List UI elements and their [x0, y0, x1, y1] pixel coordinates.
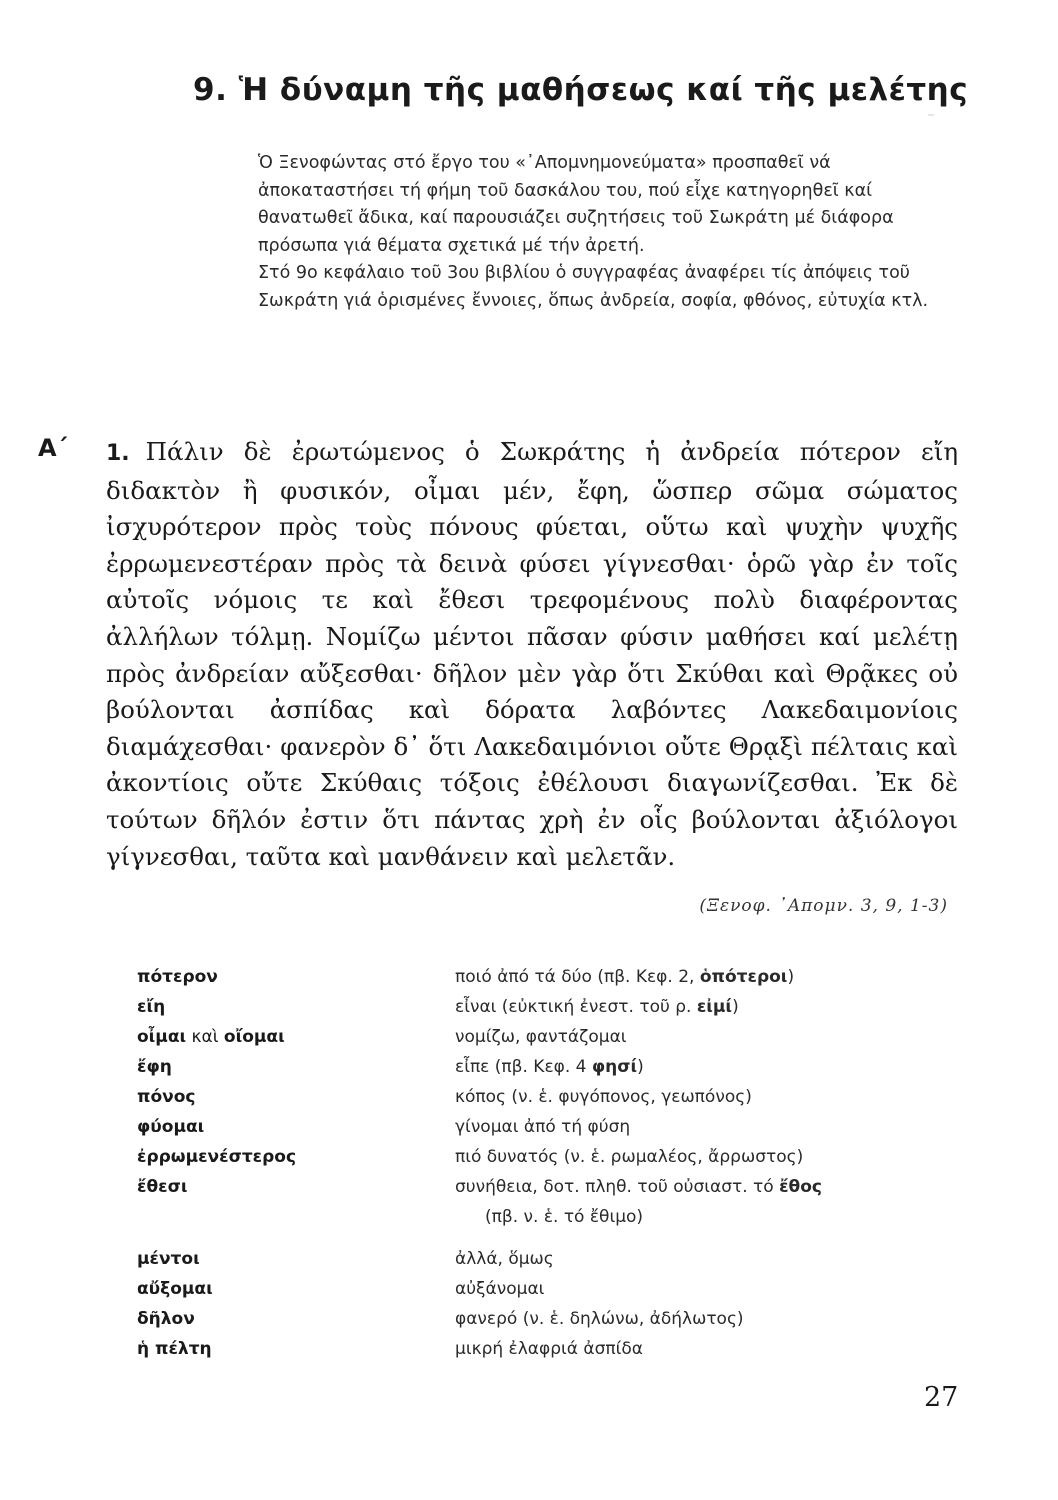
glossary-definition: γίνομαι ἀπό τή φύση	[455, 1117, 631, 1137]
glossary-row	[137, 1082, 957, 1112]
term-text: οἶμαι	[137, 1027, 187, 1047]
glossary-row	[137, 1334, 957, 1364]
glossary-row	[137, 962, 957, 992]
glossary-definition	[455, 1052, 957, 1082]
definition-tail: )	[732, 997, 739, 1017]
glossary-definition: μικρή ἐλαφριά ἀσπίδα	[455, 1339, 643, 1359]
passage-number: 1.	[106, 441, 130, 466]
passage-text: Πάλιν δὲ ἐρωτώμενος ὁ Σωκράτης ἡ ἀνδρεία πότερον εἴη διδακτὸν ἢ φυσικόν, οἶμαι μέν, ἔφη, ὥσπερ σῶμα σώματος ἰσχυρότερον πρὸς τοὺς πόνους φύεται, οὕτω καὶ ψυχὴν ψυχῆς ἐρρωμενεστέραν πρὸς τὰ δεινὰ φύσει γίγνεσθαι· ὁρῶ γὰρ ἐν τοῖς αὐτοῖς νόμοις τε καὶ ἔθεσι τρεφομένους πολὺ διαφέροντας ἀλλήλων τόλμῃ. Νομίζω μέντοι πᾶσαν φύσιν μαθήσει καί μελέτῃ πρὸς ἀνδρείαν αὔξεσθαι· δῆλον μὲν γὰρ ὅτι Σκύθαι καὶ Θρᾷκες οὐ βούλονται ἀσπίδας καὶ δόρατα λαβόντες Λακεδαιμονίοις διαμάχεσθαι· φανερὸν δ᾿ ὅτι Λακεδαιμόνιοι οὔτε Θρᾳξὶ πέλταις καὶ ἀκοντίοις οὔτε Σκύθαις τόξοις ἐθέλουσι διαγωνίζεσθαι. Ἐκ δὲ τούτων δῆλόν ἐστιν ὅτι πάντας χρὴ ἐν οἷς βούλονται ἀξιόλογοι γίγνεσθαι, ταῦτα καὶ μανθάνειν καὶ μελετᾶν.	[106, 437, 958, 871]
glossary-row	[137, 1112, 957, 1142]
glossary-definition	[455, 992, 957, 1022]
glossary-definition: πιό δυνατός (ν. ἑ. ρωμαλέος, ἄρρωστος)	[455, 1147, 804, 1167]
glossary-term	[137, 1022, 455, 1052]
glossary-definition: ἀλλά, ὅμως	[455, 1249, 554, 1269]
glossary-row	[137, 1304, 957, 1334]
intro-paragraph-1: Ὁ Ξενοφώντας στό ἔργο του «᾿Απομνημονεύματα» προσπαθεῖ νά ἀποκαταστήσει τή φήμη τοῦ δασκάλου του, πού εἶχε κατηγορηθεῖ καί θανατωθεῖ ἄδικα, καί παρουσιάζει συζητήσεις τοῦ Σωκράτη μέ διάφορα πρόσωπα γιά θέματα σχετικά μέ τήν ἀρετή.	[258, 153, 894, 256]
definition-bold: εἰμί	[696, 997, 733, 1017]
section-label: Α΄	[38, 434, 68, 462]
glossary-definition: φανερό (ν. ἑ. δηλώνω, ἀδήλωτος)	[455, 1309, 744, 1329]
glossary	[137, 962, 957, 1364]
definition-bold: ὁπότεροι	[699, 967, 788, 987]
definition-text: εἶπε (πβ. Κεφ. 4	[455, 1057, 592, 1077]
citation: (Ξενοφ. ᾿Απομν. 3, 9, 1-3)	[699, 896, 948, 916]
glossary-term: ἔφη	[137, 1057, 172, 1077]
greek-passage	[106, 434, 958, 875]
intro-paragraph-2: Στό 9ο κεφάλαιο τοῦ 3ου βιβλίου ὁ συγγραφέας ἀναφέρει τίς ἀπόψεις τοῦ Σωκράτη γιά ὁρισμένες ἔννοιες, ὅπως ἀνδρεία, σοφία, φθόνος, εὐτυχία κτλ.	[258, 263, 929, 311]
definition-tail: )	[787, 967, 795, 987]
glossary-row	[137, 1022, 957, 1052]
scan-speck	[928, 114, 934, 116]
term-connector: καὶ	[186, 1027, 224, 1047]
definition-bold: φησί	[591, 1057, 638, 1077]
glossary-term: αὔξομαι	[137, 1279, 213, 1299]
glossary-term: ἐρρωμενέστερος	[137, 1147, 297, 1167]
glossary-definition	[455, 1172, 957, 1232]
glossary-term: εἴη	[137, 997, 166, 1017]
intro-text	[258, 150, 963, 315]
definition-text: συνήθεια, δοτ. πληθ. τοῦ οὐσιαστ. τό	[455, 1177, 780, 1197]
definition-text: ποιό ἀπό τά δύο (πβ. Κεφ. 2,	[455, 967, 700, 987]
glossary-definition	[455, 962, 957, 992]
glossary-term: μέντοι	[137, 1249, 200, 1269]
glossary-term: φύομαι	[137, 1117, 205, 1137]
glossary-row	[137, 1052, 957, 1082]
chapter-title: 9. Ἡ δύναμη τῆς μαθήσεως καί τῆς μελέτης	[193, 72, 969, 108]
glossary-definition: αὐξάνομαι	[455, 1279, 545, 1299]
glossary-row	[137, 1244, 957, 1274]
glossary-row	[137, 992, 957, 1022]
glossary-definition: νομίζω, φαντάζομαι	[455, 1027, 627, 1047]
definition-tail: )	[637, 1057, 644, 1077]
term-text-2: οἴομαι	[223, 1027, 285, 1047]
glossary-term: δῆλον	[137, 1309, 195, 1329]
glossary-row	[137, 1274, 957, 1304]
glossary-term: πότερον	[137, 967, 218, 987]
definition-bold: ἔθος	[779, 1177, 822, 1197]
definition-line-2: (πβ. ν. ἑ. τό ἔθιμο)	[485, 1207, 644, 1227]
glossary-row	[137, 1172, 957, 1232]
page-number: 27	[924, 1382, 959, 1413]
glossary-term: ἡ πέλτη	[137, 1339, 212, 1359]
glossary-term: πόνος	[137, 1087, 196, 1107]
glossary-row	[137, 1142, 957, 1172]
glossary-term: ἔθεσι	[137, 1177, 188, 1197]
definition-text: εἶναι (εὐκτική ἐνεστ. τοῦ ρ.	[455, 997, 697, 1017]
glossary-definition: κόπος (ν. ἑ. φυγόπονος, γεωπόνος)	[455, 1087, 752, 1107]
